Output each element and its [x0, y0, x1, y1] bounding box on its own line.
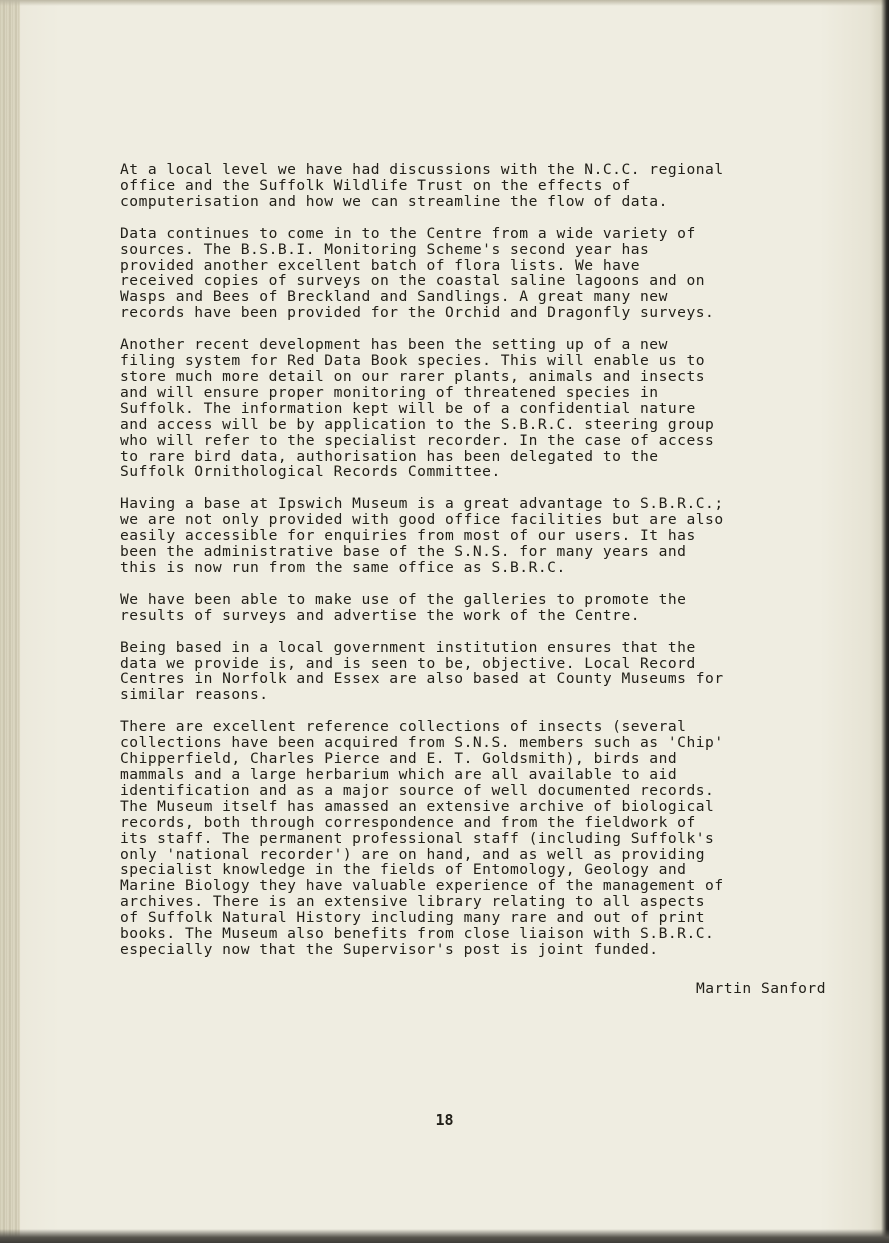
page-binding-edge [0, 0, 20, 1243]
page-bottom-edge [0, 1229, 889, 1243]
page-number: 18 [435, 1111, 454, 1129]
paragraph-local-government: Being based in a local government institution ensures that the data we provide is, and is seen to be, objective. Local Record Centres in Norfolk and Essex are also based at County Museums for similar reasons. [120, 638, 724, 704]
paragraph-red-data-book: Another recent development has been the setting up of a new filing system for Red Data Book species. This will enable us to store much more detail on our rarer plants, animals and insects and will ensure proper monitoring of threatened species in Suffolk. The information kept will be of a confidential nature and access will be by application to the S.B.R.C. steering group who will refer to the specialist recorder. In the case of access to rare bird data, authorisation has been delegated to the Suffolk Ornithological Records Committee. [120, 336, 715, 481]
page-top-shadow [0, 0, 889, 6]
paragraph-data-sources: Data continues to come in to the Centre from a wide variety of sources. The B.S.B.I. Monitoring Scheme's second year has provided another excellent batch of flora lists. We have received copies of surveys on the coastal saline lagoons and on Wasps and Bees of Breckland and Sandlings. A great many new records have been provided for the Orchid and Dragonfly surveys. [120, 224, 715, 322]
paragraph-reference-collections: There are excellent reference collections of insects (several collections have been acquired from S.N.S. members such as 'Chip' Chipperfield, Charles Pierce and E. T. Goldsmith), birds and mammals and a large herbarium which are all available to aid identification and as a major source of well documented records. The Museum itself has amassed an extensive archive of biological records, both through correspondence and from the fieldwork of its staff. The permanent professional staff (including Suffolk's only 'national recorder') are on hand, and as well as providing specialist knowledge in the fields of Entomology, Geology and Marine Biology they have valuable experience of the management of archives. There is an extensive library relating to all aspects of Suffolk Natural History including many rare and out of print books. The Museum also benefits from close liaison with S.B.R.C. especially now that the Supervisor's post is joint funded. [120, 718, 724, 958]
body-text [120, 162, 826, 974]
paragraph-local-discussions: At a local level we have had discussions with the N.C.C. regional office and the Suffolk Wildlife Trust on the effects of computerisation and how we can streamline the flow of data. [120, 161, 724, 210]
paragraph-ipswich-museum-base: Having a base at Ipswich Museum is a great advantage to S.B.R.C.; we are not only provided with good office facilities but are also easily accessible for enquiries from most of our users. It has been the administrative base of the S.N.S. for many years and this is now run from the same office as S.B.R.C. [120, 495, 724, 576]
author-signature: Martin Sanford [695, 980, 826, 997]
page-right-edge [881, 0, 889, 1243]
paragraph-galleries: We have been able to make use of the galleries to promote the results of surveys and advertise the work of the Centre. [120, 590, 687, 624]
